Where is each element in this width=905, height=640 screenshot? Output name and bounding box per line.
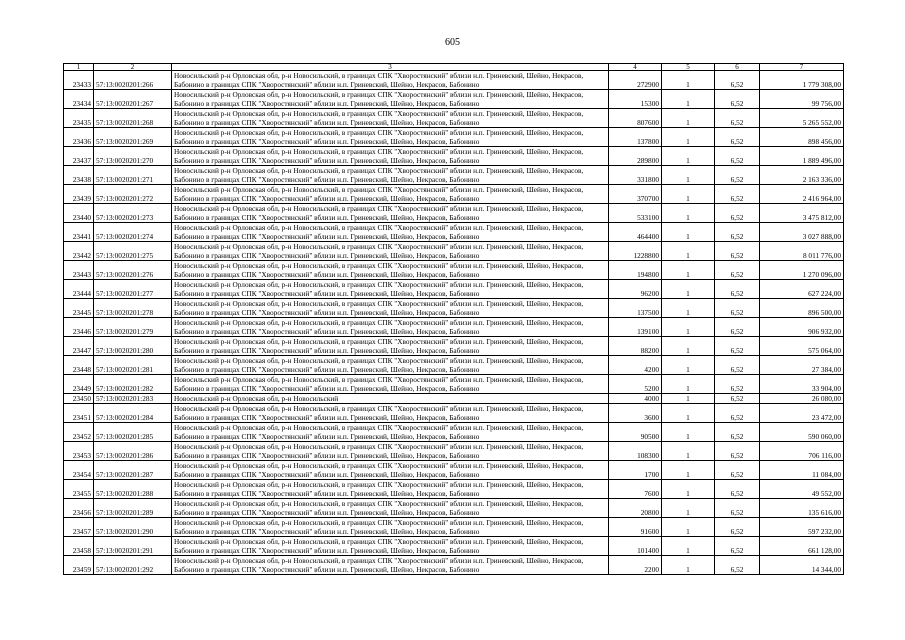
address-line: Новосильский р-н Орловская обл, р-н Новосильский, в границах СПК "Хворостянский" вблизи н.п. Гриневский, Шейно, Некрасов, <box>174 499 584 508</box>
address-line: Новосильский р-н Орловская обл, р-н Новосильский, в границах СПК "Хворостянский" вблизи н.п. Гриневский, Шейно, Некрасов, <box>174 166 584 175</box>
address-line: Новосильский р-н Орловская обл, р-н Новосильский <box>174 394 339 403</box>
value-cell: 14 344,00 <box>760 556 844 575</box>
cadastral-number-cell: 57:13:0020201:278 <box>94 299 172 318</box>
value-cell: 1 270 096,00 <box>760 261 844 280</box>
area-cell: 90500 <box>609 423 662 442</box>
table-header-row <box>64 64 844 71</box>
row-number-cell: 23452 <box>64 423 94 442</box>
count-cell: 1 <box>662 337 715 356</box>
cadastral-number-cell: 57:13:0020201:281 <box>94 356 172 375</box>
address-line: Бабонино в границах СПК "Хворостянский" вблизи н.п. Гриневский, Шейно, Некрасов, Бабонино <box>174 384 480 393</box>
rate-cell: 6,52 <box>715 423 760 442</box>
address-cell <box>172 480 609 499</box>
address-cell <box>172 147 609 166</box>
address-line: Новосильский р-н Орловская обл, р-н Новосильский, в границах СПК "Хворостянский" вблизи н.п. Гриневский, Шейно, Некрасов, <box>174 261 584 270</box>
table-row <box>64 299 844 318</box>
address-line: Бабонино в границах СПК "Хворостянский" вблизи н.п. Гриневский, Шейно, Некрасов, Бабонино <box>174 470 480 479</box>
value-cell: 5 265 552,00 <box>760 109 844 128</box>
column-header: 6 <box>715 64 760 71</box>
rate-cell: 6,52 <box>715 280 760 299</box>
table-row <box>64 147 844 166</box>
address-line: Бабонино в границах СПК "Хворостянский" вблизи н.п. Гриневский, Шейно, Некрасов, Бабонино <box>174 270 480 279</box>
address-line: Новосильский р-н Орловская обл, р-н Новосильский, в границах СПК "Хворостянский" вблизи н.п. Гриневский, Шейно, Некрасов, <box>174 518 584 527</box>
rate-cell: 6,52 <box>715 337 760 356</box>
count-cell: 1 <box>662 299 715 318</box>
address-cell <box>172 375 609 394</box>
column-header: 4 <box>609 64 662 71</box>
row-number-cell: 23444 <box>64 280 94 299</box>
address-line: Бабонино в границах СПК "Хворостянский" вблизи н.п. Гриневский, Шейно, Некрасов, Бабонино <box>174 194 480 203</box>
area-cell: 20800 <box>609 499 662 518</box>
address-line: Бабонино в границах СПК "Хворостянский" вблизи н.п. Гриневский, Шейно, Некрасов, Бабонино <box>174 289 480 298</box>
column-header: 1 <box>64 64 94 71</box>
row-number-cell: 23443 <box>64 261 94 280</box>
value-cell: 896 500,00 <box>760 299 844 318</box>
area-cell: 137800 <box>609 128 662 147</box>
row-number-cell: 23450 <box>64 394 94 404</box>
cadastral-number-cell: 57:13:0020201:268 <box>94 109 172 128</box>
value-cell: 1 889 496,00 <box>760 147 844 166</box>
area-cell: 3600 <box>609 404 662 423</box>
address-line: Новосильский р-н Орловская обл, р-н Новосильский, в границах СПК "Хворостянский" вблизи н.п. Гриневский, Шейно, Некрасов, <box>174 318 584 327</box>
value-cell: 590 060,00 <box>760 423 844 442</box>
address-line: Бабонино в границах СПК "Хворостянский" вблизи н.п. Гриневский, Шейно, Некрасов, Бабонино <box>174 80 480 89</box>
row-number-cell: 23434 <box>64 90 94 109</box>
count-cell: 1 <box>662 185 715 204</box>
address-cell <box>172 71 609 90</box>
area-cell: 370700 <box>609 185 662 204</box>
cadastral-number-cell: 57:13:0020201:291 <box>94 537 172 556</box>
count-cell: 1 <box>662 518 715 537</box>
rate-cell: 6,52 <box>715 537 760 556</box>
column-header: 5 <box>662 64 715 71</box>
cadastral-number-cell: 57:13:0020201:275 <box>94 242 172 261</box>
rate-cell: 6,52 <box>715 71 760 90</box>
row-number-cell: 23448 <box>64 356 94 375</box>
address-cell <box>172 185 609 204</box>
table-body <box>64 71 844 575</box>
cadastral-number-cell: 57:13:0020201:285 <box>94 423 172 442</box>
area-cell: 331800 <box>609 166 662 185</box>
table-row <box>64 537 844 556</box>
address-line: Новосильский р-н Орловская обл, р-н Новосильский, в границах СПК "Хворостянский" вблизи н.п. Гриневский, Шейно, Некрасов, <box>174 204 584 213</box>
address-cell <box>172 442 609 461</box>
address-cell <box>172 280 609 299</box>
address-line: Новосильский р-н Орловская обл, р-н Новосильский, в границах СПК "Хворостянский" вблизи н.п. Гриневский, Шейно, Некрасов, <box>174 442 584 451</box>
table-row <box>64 337 844 356</box>
row-number-cell: 23458 <box>64 537 94 556</box>
address-line: Бабонино в границах СПК "Хворостянский" вблизи н.п. Гриневский, Шейно, Некрасов, Бабонино <box>174 232 480 241</box>
count-cell: 1 <box>662 442 715 461</box>
area-cell: 1228800 <box>609 242 662 261</box>
address-line: Бабонино в границах СПК "Хворостянский" вблизи н.п. Гриневский, Шейно, Некрасов, Бабонино <box>174 413 480 422</box>
table-row <box>64 318 844 337</box>
address-line: Новосильский р-н Орловская обл, р-н Новосильский, в границах СПК "Хворостянский" вблизи н.п. Гриневский, Шейно, Некрасов, <box>174 128 584 137</box>
cadastral-number-cell: 57:13:0020201:289 <box>94 499 172 518</box>
address-cell <box>172 556 609 575</box>
value-cell: 575 064,00 <box>760 337 844 356</box>
address-line: Бабонино в границах СПК "Хворостянский" вблизи н.п. Гриневский, Шейно, Некрасов, Бабонино <box>174 489 480 498</box>
rate-cell: 6,52 <box>715 394 760 404</box>
row-number-cell: 23446 <box>64 318 94 337</box>
address-line: Новосильский р-н Орловская обл, р-н Новосильский, в границах СПК "Хворостянский" вблизи н.п. Гриневский, Шейно, Некрасов, <box>174 299 584 308</box>
table-row <box>64 204 844 223</box>
count-cell: 1 <box>662 223 715 242</box>
count-cell: 1 <box>662 71 715 90</box>
address-cell <box>172 109 609 128</box>
count-cell: 1 <box>662 480 715 499</box>
row-number-cell: 23437 <box>64 147 94 166</box>
count-cell: 1 <box>662 423 715 442</box>
row-number-cell: 23441 <box>64 223 94 242</box>
address-line: Бабонино в границах СПК "Хворостянский" вблизи н.п. Гриневский, Шейно, Некрасов, Бабонино <box>174 213 480 222</box>
address-cell <box>172 223 609 242</box>
table-row <box>64 223 844 242</box>
rate-cell: 6,52 <box>715 185 760 204</box>
table-row <box>64 242 844 261</box>
value-cell: 597 232,00 <box>760 518 844 537</box>
cadastral-number-cell: 57:13:0020201:271 <box>94 166 172 185</box>
address-line: Новосильский р-н Орловская обл, р-н Новосильский, в границах СПК "Хворостянский" вблизи н.п. Гриневский, Шейно, Некрасов, <box>174 109 584 118</box>
page-number: 605 <box>445 37 460 48</box>
table-row <box>64 90 844 109</box>
address-cell <box>172 461 609 480</box>
count-cell: 1 <box>662 499 715 518</box>
value-cell: 33 904,00 <box>760 375 844 394</box>
address-line: Бабонино в границах СПК "Хворостянский" вблизи н.п. Гриневский, Шейно, Некрасов, Бабонино <box>174 346 480 355</box>
cadastral-number-cell: 57:13:0020201:267 <box>94 90 172 109</box>
address-cell <box>172 261 609 280</box>
count-cell: 1 <box>662 404 715 423</box>
table-row <box>64 404 844 423</box>
value-cell: 26 080,00 <box>760 394 844 404</box>
cadastral-number-cell: 57:13:0020201:284 <box>94 404 172 423</box>
address-line: Новосильский р-н Орловская обл, р-н Новосильский, в границах СПК "Хворостянский" вблизи н.п. Гриневский, Шейно, Некрасов, <box>174 280 584 289</box>
count-cell: 1 <box>662 109 715 128</box>
table-row <box>64 166 844 185</box>
address-line: Новосильский р-н Орловская обл, р-н Новосильский, в границах СПК "Хворостянский" вблизи н.п. Гриневский, Шейно, Некрасов, <box>174 337 584 346</box>
cadastral-number-cell: 57:13:0020201:270 <box>94 147 172 166</box>
address-cell <box>172 166 609 185</box>
address-cell <box>172 423 609 442</box>
area-cell: 464400 <box>609 223 662 242</box>
value-cell: 27 384,00 <box>760 356 844 375</box>
address-cell <box>172 242 609 261</box>
row-number-cell: 23439 <box>64 185 94 204</box>
row-number-cell: 23440 <box>64 204 94 223</box>
value-cell: 2 416 964,00 <box>760 185 844 204</box>
address-cell <box>172 90 609 109</box>
table-row <box>64 280 844 299</box>
count-cell: 1 <box>662 356 715 375</box>
area-cell: 108300 <box>609 442 662 461</box>
address-cell <box>172 128 609 147</box>
address-cell <box>172 518 609 537</box>
rate-cell: 6,52 <box>715 223 760 242</box>
count-cell: 1 <box>662 147 715 166</box>
cadastral-number-cell: 57:13:0020201:282 <box>94 375 172 394</box>
value-cell: 49 552,00 <box>760 480 844 499</box>
row-number-cell: 23435 <box>64 109 94 128</box>
address-line: Новосильский р-н Орловская обл, р-н Новосильский, в границах СПК "Хворостянский" вблизи н.п. Гриневский, Шейно, Некрасов, <box>174 556 584 565</box>
table-row <box>64 518 844 537</box>
address-line: Новосильский р-н Орловская обл, р-н Новосильский, в границах СПК "Хворостянский" вблизи н.п. Гриневский, Шейно, Некрасов, <box>174 242 584 251</box>
value-cell: 3 475 812,00 <box>760 204 844 223</box>
address-line: Бабонино в границах СПК "Хворостянский" вблизи н.п. Гриневский, Шейно, Некрасов, Бабонино <box>174 451 480 460</box>
count-cell: 1 <box>662 318 715 337</box>
row-number-cell: 23433 <box>64 71 94 90</box>
address-line: Новосильский р-н Орловская обл, р-н Новосильский, в границах СПК "Хворостянский" вблизи н.п. Гриневский, Шейно, Некрасов, <box>174 90 584 99</box>
area-cell: 272900 <box>609 71 662 90</box>
area-cell: 5200 <box>609 375 662 394</box>
row-number-cell: 23451 <box>64 404 94 423</box>
count-cell: 1 <box>662 166 715 185</box>
address-line: Новосильский р-н Орловская обл, р-н Новосильский, в границах СПК "Хворостянский" вблизи н.п. Гриневский, Шейно, Некрасов, <box>174 185 584 194</box>
address-cell <box>172 394 609 404</box>
rate-cell: 6,52 <box>715 242 760 261</box>
address-line: Бабонино в границах СПК "Хворостянский" вблизи н.п. Гриневский, Шейно, Некрасов, Бабонино <box>174 546 480 555</box>
value-cell: 906 932,00 <box>760 318 844 337</box>
rate-cell: 6,52 <box>715 109 760 128</box>
value-cell: 8 011 776,00 <box>760 242 844 261</box>
table-row <box>64 499 844 518</box>
area-cell: 194800 <box>609 261 662 280</box>
cadastral-number-cell: 57:13:0020201:272 <box>94 185 172 204</box>
address-line: Новосильский р-н Орловская обл, р-н Новосильский, в границах СПК "Хворостянский" вблизи н.п. Гриневский, Шейно, Некрасов, <box>174 375 584 384</box>
area-cell: 96200 <box>609 280 662 299</box>
cadastral-number-cell: 57:13:0020201:273 <box>94 204 172 223</box>
address-line: Бабонино в границах СПК "Хворостянский" вблизи н.п. Гриневский, Шейно, Некрасов, Бабонино <box>174 308 480 317</box>
address-line: Бабонино в границах СПК "Хворостянский" вблизи н.п. Гриневский, Шейно, Некрасов, Бабонино <box>174 527 480 536</box>
count-cell: 1 <box>662 375 715 394</box>
value-cell: 1 779 308,00 <box>760 71 844 90</box>
table-row <box>64 128 844 147</box>
address-cell <box>172 404 609 423</box>
row-number-cell: 23436 <box>64 128 94 147</box>
area-cell: 88200 <box>609 337 662 356</box>
table-row <box>64 71 844 90</box>
value-cell: 11 084,00 <box>760 461 844 480</box>
address-line: Новосильский р-н Орловская обл, р-н Новосильский, в границах СПК "Хворостянский" вблизи н.п. Гриневский, Шейно, Некрасов, <box>174 480 584 489</box>
value-cell: 2 163 336,00 <box>760 166 844 185</box>
value-cell: 3 027 888,00 <box>760 223 844 242</box>
row-number-cell: 23445 <box>64 299 94 318</box>
area-cell: 15300 <box>609 90 662 109</box>
count-cell: 1 <box>662 556 715 575</box>
rate-cell: 6,52 <box>715 166 760 185</box>
area-cell: 101400 <box>609 537 662 556</box>
address-line: Бабонино в границах СПК "Хворостянский" вблизи н.п. Гриневский, Шейно, Некрасов, Бабонино <box>174 432 480 441</box>
table-row <box>64 109 844 128</box>
address-cell <box>172 299 609 318</box>
area-cell: 533100 <box>609 204 662 223</box>
count-cell: 1 <box>662 461 715 480</box>
row-number-cell: 23453 <box>64 442 94 461</box>
rate-cell: 6,52 <box>715 204 760 223</box>
rate-cell: 6,52 <box>715 128 760 147</box>
cadastral-table <box>63 63 844 575</box>
address-line: Новосильский р-н Орловская обл, р-н Новосильский, в границах СПК "Хворостянский" вблизи н.п. Гриневский, Шейно, Некрасов, <box>174 404 584 413</box>
rate-cell: 6,52 <box>715 556 760 575</box>
count-cell: 1 <box>662 537 715 556</box>
table-row <box>64 394 844 404</box>
row-number-cell: 23449 <box>64 375 94 394</box>
rate-cell: 6,52 <box>715 404 760 423</box>
cadastral-number-cell: 57:13:0020201:288 <box>94 480 172 499</box>
area-cell: 139100 <box>609 318 662 337</box>
cadastral-number-cell: 57:13:0020201:290 <box>94 518 172 537</box>
rate-cell: 6,52 <box>715 147 760 166</box>
table-row <box>64 185 844 204</box>
address-line: Новосильский р-н Орловская обл, р-н Новосильский, в границах СПК "Хворостянский" вблизи н.п. Гриневский, Шейно, Некрасов, <box>174 537 584 546</box>
cadastral-number-cell: 57:13:0020201:276 <box>94 261 172 280</box>
value-cell: 135 616,00 <box>760 499 844 518</box>
row-number-cell: 23455 <box>64 480 94 499</box>
address-line: Бабонино в границах СПК "Хворостянский" вблизи н.п. Гриневский, Шейно, Некрасов, Бабонино <box>174 508 480 517</box>
address-line: Новосильский р-н Орловская обл, р-н Новосильский, в границах СПК "Хворостянский" вблизи н.п. Гриневский, Шейно, Некрасов, <box>174 356 584 365</box>
cadastral-number-cell: 57:13:0020201:283 <box>94 394 172 404</box>
table-row <box>64 375 844 394</box>
area-cell: 807600 <box>609 109 662 128</box>
row-number-cell: 23442 <box>64 242 94 261</box>
rate-cell: 6,52 <box>715 518 760 537</box>
area-cell: 4200 <box>609 356 662 375</box>
value-cell: 23 472,00 <box>760 404 844 423</box>
address-line: Бабонино в границах СПК "Хворостянский" вблизи н.п. Гриневский, Шейно, Некрасов, Бабонино <box>174 251 480 260</box>
address-cell <box>172 318 609 337</box>
address-cell <box>172 499 609 518</box>
rate-cell: 6,52 <box>715 461 760 480</box>
table-row <box>64 423 844 442</box>
cadastral-number-cell: 57:13:0020201:279 <box>94 318 172 337</box>
area-cell: 137500 <box>609 299 662 318</box>
address-line: Бабонино в границах СПК "Хворостянский" вблизи н.п. Гриневский, Шейно, Некрасов, Бабонино <box>174 327 480 336</box>
count-cell: 1 <box>662 90 715 109</box>
count-cell: 1 <box>662 204 715 223</box>
table-row <box>64 356 844 375</box>
cadastral-number-cell: 57:13:0020201:292 <box>94 556 172 575</box>
table-row <box>64 461 844 480</box>
address-line: Бабонино в границах СПК "Хворостянский" вблизи н.п. Гриневский, Шейно, Некрасов, Бабонино <box>174 137 480 146</box>
cadastral-number-cell: 57:13:0020201:266 <box>94 71 172 90</box>
area-cell: 289800 <box>609 147 662 166</box>
cadastral-number-cell: 57:13:0020201:286 <box>94 442 172 461</box>
address-line: Бабонино в границах СПК "Хворостянский" вблизи н.п. Гриневский, Шейно, Некрасов, Бабонино <box>174 565 480 574</box>
cadastral-number-cell: 57:13:0020201:269 <box>94 128 172 147</box>
rate-cell: 6,52 <box>715 90 760 109</box>
rate-cell: 6,52 <box>715 480 760 499</box>
count-cell: 1 <box>662 128 715 147</box>
rate-cell: 6,52 <box>715 442 760 461</box>
row-number-cell: 23454 <box>64 461 94 480</box>
cadastral-number-cell: 57:13:0020201:274 <box>94 223 172 242</box>
table-row <box>64 556 844 575</box>
address-line: Бабонино в границах СПК "Хворостянский" вблизи н.п. Гриневский, Шейно, Некрасов, Бабонино <box>174 99 480 108</box>
column-header: 7 <box>760 64 844 71</box>
rate-cell: 6,52 <box>715 261 760 280</box>
row-number-cell: 23456 <box>64 499 94 518</box>
address-line: Новосильский р-н Орловская обл, р-н Новосильский, в границах СПК "Хворостянский" вблизи н.п. Гриневский, Шейно, Некрасов, <box>174 147 584 156</box>
address-cell <box>172 337 609 356</box>
address-line: Бабонино в границах СПК "Хворостянский" вблизи н.п. Гриневский, Шейно, Некрасов, Бабонино <box>174 175 480 184</box>
area-cell: 1700 <box>609 461 662 480</box>
address-line: Бабонино в границах СПК "Хворостянский" вблизи н.п. Гриневский, Шейно, Некрасов, Бабонино <box>174 365 480 374</box>
address-line: Новосильский р-н Орловская обл, р-н Новосильский, в границах СПК "Хворостянский" вблизи н.п. Гриневский, Шейно, Некрасов, <box>174 71 584 80</box>
row-number-cell: 23457 <box>64 518 94 537</box>
row-number-cell: 23438 <box>64 166 94 185</box>
row-number-cell: 23447 <box>64 337 94 356</box>
rate-cell: 6,52 <box>715 356 760 375</box>
value-cell: 99 756,00 <box>760 90 844 109</box>
address-line: Новосильский р-н Орловская обл, р-н Новосильский, в границах СПК "Хворостянский" вблизи н.п. Гриневский, Шейно, Некрасов, <box>174 461 584 470</box>
value-cell: 706 116,00 <box>760 442 844 461</box>
cadastral-number-cell: 57:13:0020201:287 <box>94 461 172 480</box>
rate-cell: 6,52 <box>715 318 760 337</box>
area-cell: 4000 <box>609 394 662 404</box>
count-cell: 1 <box>662 394 715 404</box>
cadastral-number-cell: 57:13:0020201:277 <box>94 280 172 299</box>
rate-cell: 6,52 <box>715 375 760 394</box>
value-cell: 661 128,00 <box>760 537 844 556</box>
table-row <box>64 480 844 499</box>
address-cell <box>172 356 609 375</box>
area-cell: 91600 <box>609 518 662 537</box>
value-cell: 627 224,00 <box>760 280 844 299</box>
count-cell: 1 <box>662 261 715 280</box>
area-cell: 2200 <box>609 556 662 575</box>
address-line: Бабонино в границах СПК "Хворостянский" вблизи н.п. Гриневский, Шейно, Некрасов, Бабонино <box>174 118 480 127</box>
table-row <box>64 261 844 280</box>
column-header: 2 <box>94 64 172 71</box>
table-row <box>64 442 844 461</box>
count-cell: 1 <box>662 242 715 261</box>
count-cell: 1 <box>662 280 715 299</box>
address-line: Бабонино в границах СПК "Хворостянский" вблизи н.п. Гриневский, Шейно, Некрасов, Бабонино <box>174 156 480 165</box>
address-line: Новосильский р-н Орловская обл, р-н Новосильский, в границах СПК "Хворостянский" вблизи н.п. Гриневский, Шейно, Некрасов, <box>174 223 584 232</box>
cadastral-number-cell: 57:13:0020201:280 <box>94 337 172 356</box>
address-line: Новосильский р-н Орловская обл, р-н Новосильский, в границах СПК "Хворостянский" вблизи н.п. Гриневский, Шейно, Некрасов, <box>174 423 584 432</box>
address-cell <box>172 537 609 556</box>
address-cell <box>172 204 609 223</box>
area-cell: 7600 <box>609 480 662 499</box>
column-header: 3 <box>172 64 609 71</box>
rate-cell: 6,52 <box>715 499 760 518</box>
value-cell: 898 456,00 <box>760 128 844 147</box>
row-number-cell: 23459 <box>64 556 94 575</box>
rate-cell: 6,52 <box>715 299 760 318</box>
